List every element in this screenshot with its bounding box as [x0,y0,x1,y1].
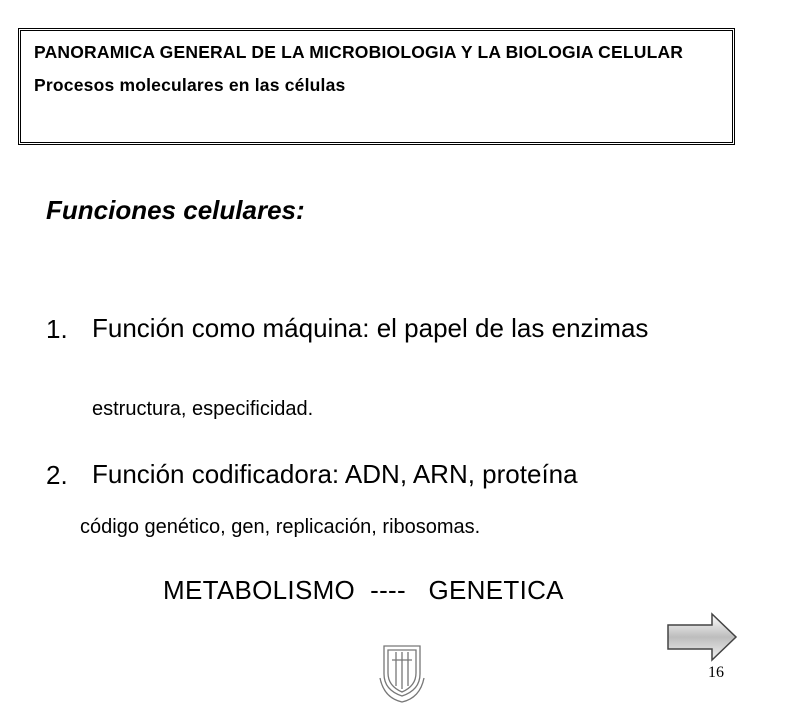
right-arrow-icon[interactable] [666,612,738,662]
item-detail-1: estructura, especificidad. [92,398,314,420]
page-number: 16 [708,664,724,681]
item-number-2: 2. [46,460,68,490]
section-heading: Funciones celulares: [46,195,305,225]
header-subtitle: Procesos moleculares en las células [34,75,346,95]
header-box [18,28,735,145]
header-title: PANORAMICA GENERAL DE LA MICROBIOLOGIA Y LA BIOLOGIA CELULAR [34,42,684,62]
item-text-1: Función como máquina: el papel de las enzimas [92,313,649,343]
item-number-1: 1. [46,314,68,344]
university-crest-icon [376,642,428,704]
item-detail-2: código genético, gen, replicación, ribosomas. [80,516,481,538]
item-text-2: Función codificadora: ADN, ARN, proteína [92,459,578,489]
metabolism-genetics-relation: METABOLISMO ---- GENETICA [163,575,564,605]
